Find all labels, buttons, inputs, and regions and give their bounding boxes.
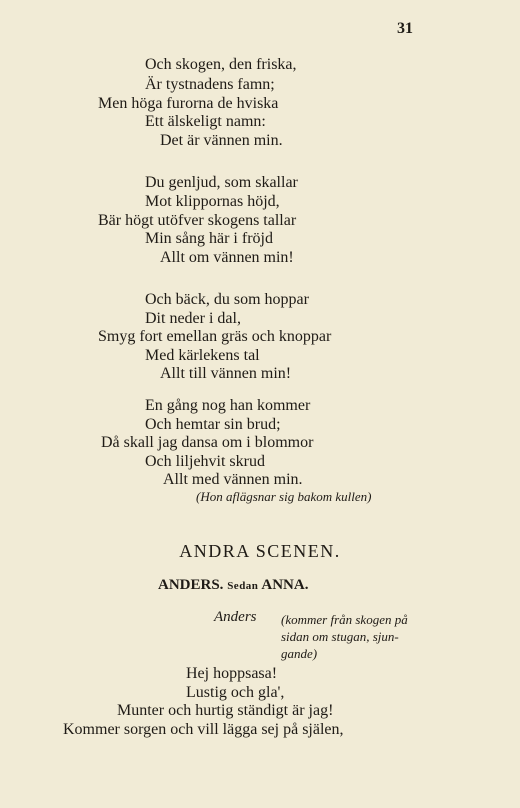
verse-4-line-2: Och hemtar sin brud; [145, 416, 281, 433]
verse-1-line-3: Men höga furorna de hviska [98, 95, 279, 112]
verse-2-line-2: Mot klippornas höjd, [145, 193, 280, 210]
verse-1-line-2: Är tystnadens famn; [145, 76, 275, 93]
verse-1-line-4: Ett älskeligt namn: [145, 113, 266, 130]
character-anders: ANDERS. [158, 577, 224, 593]
song-line-2: Lustig och gla', [186, 684, 285, 701]
stage-direction-line-2: sidan om stugan, sjun- [281, 629, 399, 644]
song-line-1: Hej hoppsasa! [186, 665, 278, 682]
verse-3-line-1: Och bäck, du som hoppar [145, 291, 309, 308]
verse-2-line-5: Allt om vännen min! [160, 249, 294, 266]
song-line-3: Munter och hurtig ständigt är jag! [117, 702, 334, 719]
verse-4-line-1: En gång nog han kommer [145, 397, 311, 414]
verse-1-line-5: Det är vännen min. [160, 132, 283, 149]
characters-connector: Sedan [227, 580, 259, 592]
verse-3-line-3: Smyg fort emellan gräs och knoppar [98, 328, 332, 345]
character-anna: ANNA. [261, 577, 309, 593]
stage-direction-line-1: (kommer från skogen på [281, 612, 408, 627]
verse-4-line-4: Och liljehvit skrud [145, 453, 265, 470]
song-line-4: Kommer sorgen och vill lägga sej på själen, [63, 721, 344, 738]
verse-3-line-2: Dit neder i dal, [145, 310, 241, 327]
verse-4-line-5: Allt med vännen min. [163, 471, 303, 488]
verse-2-line-3: Bär högt utöfver skogens tallar [98, 212, 297, 229]
scene-characters [158, 577, 308, 594]
page-number: 31 [397, 20, 413, 37]
speaker-name: Anders [214, 609, 257, 625]
stage-direction-line-3: gande) [281, 646, 318, 661]
verse-2-line-4: Min sång här i fröjd [145, 230, 273, 247]
verse-2-line-1: Du genljud, som skallar [145, 174, 298, 191]
scene-heading: ANDRA SCENEN. [179, 541, 341, 561]
verse-3-line-4: Med kärlekens tal [145, 347, 260, 364]
verse-1-line-1: Och skogen, den friska, [145, 56, 297, 73]
exit-stage-direction: (Hon aflägsnar sig bakom kullen) [196, 489, 372, 504]
verse-4-line-3: Då skall jag dansa om i blommor [101, 434, 314, 451]
verse-3-line-5: Allt till vännen min! [160, 365, 292, 382]
